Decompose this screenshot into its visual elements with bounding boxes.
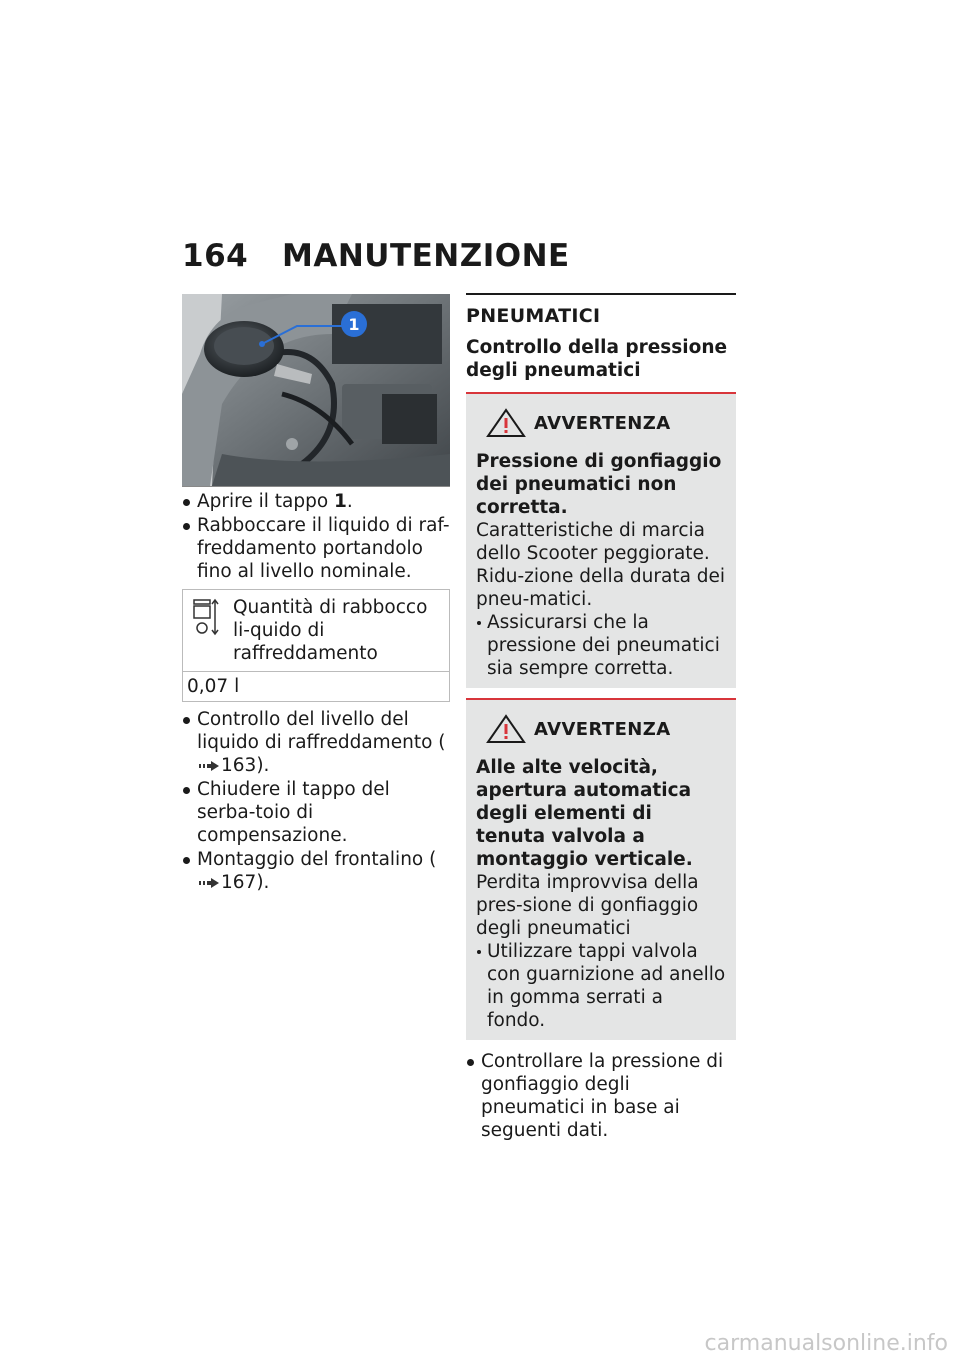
warning-label: AVVERTENZA [534,718,671,740]
list-item-text: ). [256,872,270,893]
page-ref-arrow-icon [199,761,219,771]
page-header [182,238,570,274]
list-item-text: Rabboccare il liquido di raf-freddamento portandolo fino al livello nominale. [197,515,450,582]
list-item-text: Chiudere il tappo del serba-toio di compensazione. [197,779,390,846]
list-item [182,490,450,513]
left-column [182,490,450,895]
page-reference[interactable]: 167 [221,872,257,893]
page-number: 164 [182,238,249,274]
callout-label: 1 [348,315,360,334]
warning-text: Perdita improvvisa della pres-sione di gonfiaggio degli pneumatici [476,872,699,939]
watermark: carmanualsonline.info [704,1331,948,1356]
warning-title: Pressione di gonfiaggio dei pneumatici non corretta. [476,451,722,518]
spec-value: 0,07 l [183,671,449,701]
subsection-title: Controllo della pressione degli pneumatici [466,337,728,381]
engine-photo [182,294,450,487]
part-number: 1 [334,491,347,512]
page-reference[interactable]: 163 [221,755,257,776]
list-item-text: ). [256,755,270,776]
list-item [182,848,450,894]
warning-action: Assicurarsi che la pressione dei pneumatici sia sempre corretta. [476,611,726,680]
list-item-text: Montaggio del frontalino ( [197,849,437,870]
spec-label: Quantità di rabbocco li-quido di raffreddamento [233,597,428,664]
list-item [466,1050,736,1142]
list-item-text: Controllo del livello del liquido di raffreddamento ( [197,709,446,753]
list-item [182,778,450,847]
list-item-text: Aprire il tappo [197,491,335,512]
warning-text: Caratteristiche di marcia dello Scooter peggiorate. Ridu-zione della durata dei pneu-matici. [476,520,726,610]
warning-label: AVVERTENZA [534,412,671,434]
page-ref-arrow-icon [199,878,219,888]
coolant-level-icon [191,596,227,665]
section-divider [466,293,736,295]
page-title: MANUTENZIONE [282,238,570,274]
list-item [182,708,450,777]
spec-table [182,589,450,702]
list-item [182,514,450,583]
warning-triangle-icon [486,714,526,744]
warning-title: Alle alte velocità, apertura automatica degli elementi di tenuta valvola a montaggio verticale. [476,757,693,870]
warning-box [466,392,736,688]
section-title: PNEUMATICI [466,305,601,327]
warning-box [466,698,736,1040]
warning-action: Utilizzare tappi valvola con guarnizione ad anello in gomma serrati a fondo. [476,940,726,1032]
list-item-text: Controllare la pressione di gonfiaggio degli pneumatici in base ai seguenti dati. [481,1051,724,1141]
right-column [466,293,736,1143]
warning-triangle-icon [486,408,526,438]
list-item-text: . [346,491,353,512]
